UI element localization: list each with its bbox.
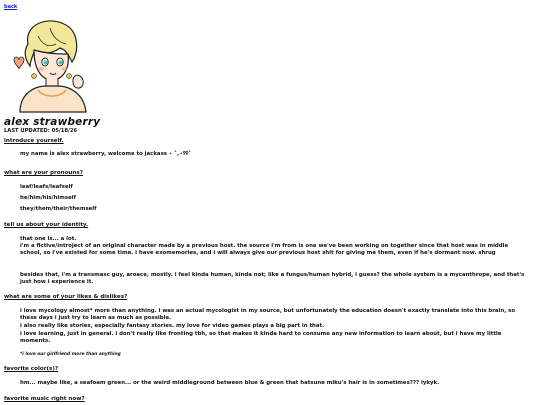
section-pronouns-title: what are your pronouns? [4, 170, 83, 176]
section-likes-title: what are some of your likes & dislikes? [4, 294, 128, 300]
likes-footnote: *i love our girlfriend more than anything [20, 352, 121, 357]
section-introduce-title: introduce yourself. [4, 138, 64, 144]
section-color-title: favorite color(s)? [4, 366, 59, 372]
section-identity-title: tell us about your identity. [4, 222, 89, 228]
character-portrait [8, 14, 92, 114]
last-updated [4, 128, 77, 134]
last-updated-label: LAST UPDATED: [4, 128, 50, 134]
identity-text: besides that, i'm a transmasc guy, aroace, mostly. i feel kinda human, kinda not; like a fungus/human hybrid, i guess? the whole system is a mycanthrope, and that's just how i experience it. [20, 272, 525, 286]
introduce-text: my name is alex strawberry, welcome to jackass ⋆ ˚｡⋆୨୧˚ [20, 151, 192, 157]
identity-text: i'm a fictive/introject of an original character made by a previous host. the source i'm from is one we've been working on together since that host was in middle school, so i've existed for some time. i have exomemories, and i will always give our previous host shit for giving me them, even if he's dormant now. shrug [20, 243, 509, 257]
avatar [8, 14, 92, 114]
color-text: hm... maybe like, a seafoam green... or the weird middleground between blue & green that hatsune miku's hair is in sometimes??? iykyk. [20, 380, 440, 386]
likes-text: i love learning, just in general. i don't really like fronting tbh, so that makes it kinda hard to consume any new information to learn about, but i have my little moments. [20, 331, 502, 345]
pronoun-item: leaf/leafs/leafself [20, 184, 73, 190]
back-link[interactable]: back [4, 4, 18, 10]
likes-text: i also really like stories, especially fantasy stories. my love for video games plays a big part in that. [20, 323, 325, 329]
pronoun-item: he/him/his/himself [20, 195, 76, 201]
profile-name: alex strawberry [4, 116, 101, 128]
section-music-title: favorite music right now? [4, 396, 85, 402]
pronoun-item: they/them/their/themself [20, 206, 97, 212]
likes-text: i love mycology almost* more than anything. i was an actual mycologist in my source, but unfortunately the education doesn't exactly translate into this brain, so these days i just try to learn as much as possible. [20, 308, 516, 322]
last-updated-value: 05/18/26 [51, 128, 78, 134]
identity-text: that one is... a lot. [20, 236, 77, 242]
